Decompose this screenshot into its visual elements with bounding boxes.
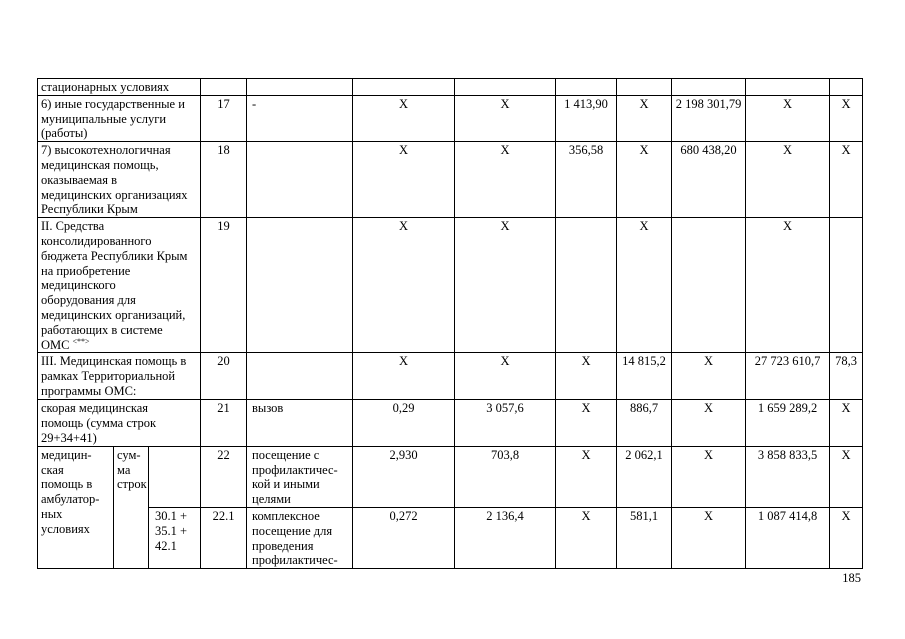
- unit-line: вызов: [252, 401, 284, 416]
- label-line: (работы): [41, 126, 88, 141]
- value-col-10: X: [830, 142, 863, 218]
- value-col-7: X: [617, 218, 672, 353]
- table-row: [38, 446, 863, 507]
- label-line: стационарных условиях: [41, 80, 170, 94]
- unit-line: профилактичес-: [252, 462, 338, 477]
- table-body: [38, 79, 863, 569]
- label-line: медицинского: [41, 278, 116, 293]
- label-line: ма: [117, 462, 131, 477]
- table-row: [38, 218, 863, 353]
- value-col-4: 2,930: [353, 446, 455, 507]
- value-col-4: X: [353, 218, 455, 353]
- value-col-8: X: [672, 353, 746, 400]
- value-col-6: [556, 79, 617, 96]
- value-col-8: X: [672, 400, 746, 446]
- label-line: муниципальные услуги: [41, 111, 167, 126]
- value-col-10: X: [830, 400, 863, 446]
- value-col-10: 78,3: [830, 353, 863, 400]
- label-line: 35.1 +: [155, 523, 188, 538]
- value-col-6: X: [556, 507, 617, 568]
- value-col-5: X: [455, 353, 556, 400]
- row-number: 17: [201, 95, 247, 141]
- value-col-5: 3 057,6: [455, 400, 556, 446]
- label-line: бюджета Республики Крым: [41, 248, 188, 263]
- value-col-8: [672, 218, 746, 353]
- unit-line: посещение для: [252, 523, 333, 538]
- value-col-4: X: [353, 142, 455, 218]
- label-line: 42.1: [155, 538, 177, 553]
- label-line: медицин-: [41, 447, 92, 462]
- row-unit: [247, 507, 353, 568]
- row-number: 18: [201, 142, 247, 218]
- label-line: амбулатор-: [41, 492, 100, 507]
- label-line: рамках Территориальной: [41, 369, 176, 384]
- value-col-4: 0,272: [353, 507, 455, 568]
- row-unit: [247, 218, 353, 353]
- row-unit: [247, 142, 353, 218]
- row-label: [38, 95, 201, 141]
- label-line: медицинских организаций,: [41, 307, 186, 322]
- label-line: 30.1 +: [155, 508, 188, 523]
- page-number: 185: [842, 571, 861, 585]
- value-col-7: 2 062,1: [617, 446, 672, 507]
- label-line: Республики Крым: [41, 202, 138, 217]
- row-ref-label: [149, 446, 201, 507]
- value-col-7: 14 815,2: [617, 353, 672, 400]
- label-line: II. Средства: [41, 219, 105, 234]
- row-label: [38, 79, 201, 96]
- row-number: [201, 79, 247, 96]
- value-col-10: X: [830, 95, 863, 141]
- value-col-8: X: [672, 507, 746, 568]
- value-col-5: 703,8: [455, 446, 556, 507]
- label-line: помощь в: [41, 477, 93, 492]
- row-unit: [247, 95, 353, 141]
- row-label: [38, 400, 201, 446]
- value-col-6: [556, 218, 617, 353]
- unit-line: -: [252, 96, 257, 111]
- table-row: [38, 353, 863, 400]
- label-line: 29+34+41): [41, 430, 97, 445]
- label-line: оборудования для: [41, 293, 136, 308]
- unit-line: комплексное: [252, 508, 320, 523]
- label-line: сум-: [117, 447, 141, 462]
- value-col-6: X: [556, 400, 617, 446]
- label-line: консолидированного: [41, 233, 152, 248]
- label-line: III. Медицинская помощь в: [41, 354, 187, 369]
- label-line: условиях: [41, 521, 90, 536]
- row-sum-label: [114, 446, 149, 568]
- value-col-9: X: [746, 95, 830, 141]
- value-col-9: [746, 79, 830, 96]
- row-label: [38, 218, 201, 353]
- value-col-8: 2 198 301,79: [672, 95, 746, 141]
- value-col-7: 581,1: [617, 507, 672, 568]
- footnote-marker: <**>: [72, 336, 90, 346]
- value-col-4: 0,29: [353, 400, 455, 446]
- row-unit: [247, 79, 353, 96]
- label-line: оказываемая в: [41, 172, 118, 187]
- label-line: 7) высокотехнологичная: [41, 143, 171, 158]
- table-row: [38, 142, 863, 218]
- value-col-9: X: [746, 142, 830, 218]
- value-col-5: 2 136,4: [455, 507, 556, 568]
- value-col-6: 1 413,90: [556, 95, 617, 141]
- value-col-9: 3 858 833,5: [746, 446, 830, 507]
- value-col-4: [353, 79, 455, 96]
- unit-line: кой и иными: [252, 477, 320, 492]
- label-line: ская: [41, 462, 64, 477]
- row-ref-label: [149, 507, 201, 568]
- value-col-7: X: [617, 142, 672, 218]
- label-line: строк: [117, 477, 147, 492]
- table-row: [38, 400, 863, 446]
- row-label: [38, 142, 201, 218]
- value-col-7: [617, 79, 672, 96]
- label-line: на приобретение: [41, 263, 131, 278]
- value-col-9: X: [746, 218, 830, 353]
- value-col-8: 680 438,20: [672, 142, 746, 218]
- value-col-5: X: [455, 142, 556, 218]
- row-number: 21: [201, 400, 247, 446]
- table-row: [38, 79, 863, 96]
- label-line: 6) иные государственные и: [41, 96, 185, 111]
- row-unit: [247, 400, 353, 446]
- row-unit: [247, 446, 353, 507]
- value-col-10: [830, 218, 863, 353]
- data-table: [37, 78, 863, 569]
- unit-line: профилактичес-: [252, 553, 338, 568]
- row-unit: [247, 353, 353, 400]
- unit-line: посещение с: [252, 447, 320, 462]
- label-line: помощь (сумма строк: [41, 416, 157, 431]
- row-label: [38, 353, 201, 400]
- value-col-5: [455, 79, 556, 96]
- table-row: [38, 507, 863, 568]
- value-col-7: X: [617, 95, 672, 141]
- label-line: скорая медицинская: [41, 401, 149, 416]
- value-col-8: X: [672, 446, 746, 507]
- table-row: [38, 95, 863, 141]
- label-line: медицинских организациях: [41, 187, 188, 202]
- value-col-6: X: [556, 446, 617, 507]
- value-col-5: X: [455, 218, 556, 353]
- value-col-9: 1 659 289,2: [746, 400, 830, 446]
- value-col-5: X: [455, 95, 556, 141]
- row-number: 20: [201, 353, 247, 400]
- value-col-4: X: [353, 353, 455, 400]
- label-line: программы ОМС:: [41, 383, 137, 398]
- label-line: медицинская помощь,: [41, 157, 159, 172]
- row-group-label: [38, 446, 114, 568]
- row-number: 19: [201, 218, 247, 353]
- value-col-10: X: [830, 446, 863, 507]
- value-col-10: X: [830, 507, 863, 568]
- value-col-9: 27 723 610,7: [746, 353, 830, 400]
- value-col-7: 886,7: [617, 400, 672, 446]
- value-col-6: X: [556, 353, 617, 400]
- value-col-9: 1 087 414,8: [746, 507, 830, 568]
- value-col-4: X: [353, 95, 455, 141]
- unit-line: целями: [252, 492, 291, 507]
- row-number: 22: [201, 446, 247, 507]
- value-col-8: [672, 79, 746, 96]
- value-col-6: 356,58: [556, 142, 617, 218]
- row-number: 22.1: [201, 507, 247, 568]
- label-line: ОМС: [41, 337, 70, 352]
- unit-line: проведения: [252, 538, 314, 553]
- label-line: ных: [41, 506, 63, 521]
- value-col-10: [830, 79, 863, 96]
- label-line: работающих в системе: [41, 322, 163, 337]
